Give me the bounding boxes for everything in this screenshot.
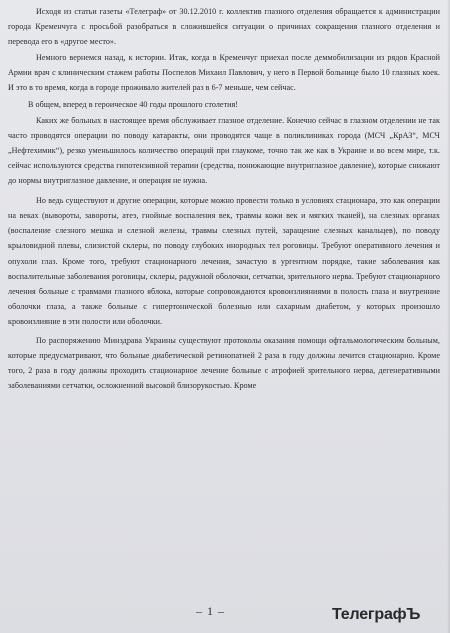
telegraf-watermark-logo: ТелеграфЪ bbox=[332, 606, 421, 623]
page-footer bbox=[0, 600, 450, 633]
letter-body bbox=[8, 4, 440, 393]
paragraph-appeal: Исходя из статьи газеты «Телеграф» от 30.12.2010 г. коллектив глазного отделения обращается к администрации города Кременчуга с просьбой разобраться в сложившейся ситуации о причинах сокращения глазного отделения и перевода его в «другое место». bbox=[8, 7, 440, 47]
paragraph-forward: В общем, вперед в героическое 40 годы прошлого столетия! bbox=[28, 99, 239, 109]
paragraph-ministry-protocols: По распоряжению Минздрава Украины существуют протоколы оказания помощи офтальмологическим больным, которые предусматривают, что больные диабетической ретинопатией 2 раза в году должны лечится стационарно. Кроме того, 2 раза в году должны проходить стационарное лечение больные с атрофией зрительного нерва, дегенеративными заболеваниями сетчатки, осложненной высокой близорукостью. Кроме bbox=[8, 335, 440, 391]
page-number: – 1 – bbox=[196, 604, 225, 618]
paragraph-other-operations: Но ведь существуют и другие операции, которые можно провести только в условиях стационара, это как операции на веках (вывороты, завороты, атеэ, гнойные воспаления век, травмы кожи век и мягких тканей), на слезных органах (воспаление слезного мешка и слезной железы, травмы слезных путей, заращение слезных канальцев), по поводу крыловидной плевы, слизистой склеры, по поводу глубоких инородных тел роговицы. Требуют оперативного лечения и опухоли глаз. Кроме того, требуют стационарного лечения, зачастую в ургентном порядке, такие заболевания как воспалительные заболевания роговицы, склеры, радужной оболочки, сетчатки, зрительного нерва. Требуют стационарного лечения больные с травмами глазного яблока, которые сопровождаются кровоизлияниями в полость глаза и внутренние оболочки глаза, а также больные с гипертонической болезнью или сахарным диабетом, у которых произошло кровоизлияние в эти полости или оболочки. bbox=[8, 196, 440, 326]
paragraph-history: Немного вернемся назад, к истории. Итак, когда в Кременчуг приехал после деммобилизации из рядов Красной Армии врач с клиническим стажем работы Поспелов Михаил Павлович, у него в Первой больнице было 10 глазных коек. И это в то время, когда в городе проживало жителей раз в 6-7 меньше, чем сейчас. bbox=[8, 53, 440, 93]
paragraph-current-patients: Каких же больных в настоящее время обслуживает глазное отделение. Конечно сейчас в глазном отделении не так часто проводятся операции по поводу катаракты, они проводятся чаще в поликлиниках города (МСЧ „КрАЗ“, МСЧ „Нефтехимик“), резко уменьшилось количество операций при глаукоме, точно так же как в Украине и во всем мире, т.к. сейчас используются средства гипотензивной терапии (средства, понижающие внутриглазное давление), которые снижают до нормы внутриглазное давление, и операция не нужна. bbox=[8, 115, 440, 186]
